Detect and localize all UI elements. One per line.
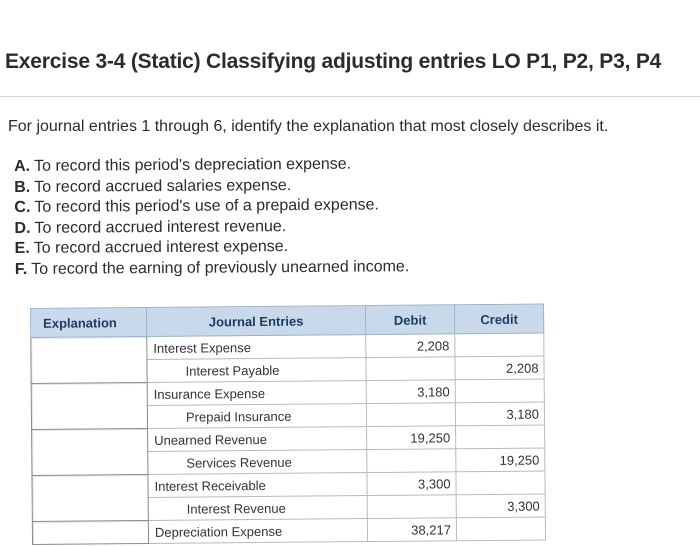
option-letter: F. xyxy=(14,260,28,278)
journal-table-wrapper xyxy=(30,304,546,545)
option-a xyxy=(14,154,409,177)
debit-account: Interest Receivable xyxy=(148,473,367,498)
debit-amount: 3,300 xyxy=(367,472,456,496)
explanation-select-2[interactable] xyxy=(31,382,147,429)
debit-amount: 2,208 xyxy=(366,334,455,358)
debit-account: Unearned Revenue xyxy=(148,427,367,452)
debit-amount: 38,217 xyxy=(367,518,456,542)
option-letter: B. xyxy=(14,178,31,196)
debit-account: Depreciation Expense xyxy=(148,519,367,544)
credit-amount-empty xyxy=(455,379,544,403)
journal-entries-table xyxy=(30,304,546,545)
option-text: To record the earning of previously unearned income. xyxy=(31,257,410,278)
debit-amount: 19,250 xyxy=(367,426,456,450)
option-text: To record accrued interest expense. xyxy=(33,238,289,257)
option-d xyxy=(14,216,409,239)
header-debit: Debit xyxy=(365,305,454,335)
debit-account: Insurance Expense xyxy=(147,381,366,406)
option-text: To record this period's depreciation expense. xyxy=(34,155,352,175)
option-b xyxy=(14,175,409,198)
credit-amount-empty xyxy=(455,333,544,357)
option-letter: A. xyxy=(14,157,31,175)
credit-amount: 19,250 xyxy=(456,448,545,472)
option-letter: C. xyxy=(14,198,31,216)
header-explanation: Explanation xyxy=(31,307,147,337)
option-text: To record accrued salaries expense. xyxy=(34,176,292,196)
credit-account: Interest Revenue xyxy=(148,496,367,521)
explanation-options-list xyxy=(14,154,409,280)
table-header-row xyxy=(31,304,544,337)
header-journal-entries: Journal Entries xyxy=(146,306,365,337)
credit-amount-empty xyxy=(456,425,545,449)
instructions-text: For journal entries 1 through 6, identify the explanation that most closely describes it. xyxy=(8,118,609,135)
header-credit: Credit xyxy=(454,304,543,334)
credit-account: Services Revenue xyxy=(148,450,367,475)
credit-account: Prepaid Insurance xyxy=(147,404,366,429)
explanation-select-4[interactable] xyxy=(32,474,148,521)
explanation-select-5[interactable] xyxy=(32,520,148,544)
option-letter: D. xyxy=(14,219,31,237)
credit-amount: 2,208 xyxy=(455,356,544,380)
debit-amount-empty xyxy=(366,357,455,381)
option-text: To record this period's use of a prepaid expense. xyxy=(34,196,379,216)
credit-account: Interest Payable xyxy=(147,358,366,383)
page-title: Exercise 3-4 (Static) Classifying adjusting entries LO P1, P2, P3, P4 xyxy=(5,50,662,73)
option-e xyxy=(15,236,410,259)
debit-amount-empty xyxy=(367,449,456,473)
explanation-select-1[interactable] xyxy=(31,336,147,383)
debit-amount-empty xyxy=(367,495,456,519)
table-row xyxy=(32,517,545,544)
credit-amount-empty xyxy=(456,517,545,541)
debit-amount-empty xyxy=(366,403,455,427)
credit-amount: 3,180 xyxy=(455,402,544,426)
debit-amount: 3,180 xyxy=(366,380,455,404)
option-text: To record accrued interest revenue. xyxy=(34,217,287,237)
credit-amount: 3,300 xyxy=(456,494,545,518)
option-letter: E. xyxy=(14,239,30,257)
title-divider xyxy=(0,96,700,97)
option-c xyxy=(14,195,409,218)
option-f xyxy=(15,257,410,280)
credit-amount-empty xyxy=(456,471,545,495)
debit-account: Interest Expense xyxy=(147,335,366,360)
explanation-select-3[interactable] xyxy=(32,428,148,475)
